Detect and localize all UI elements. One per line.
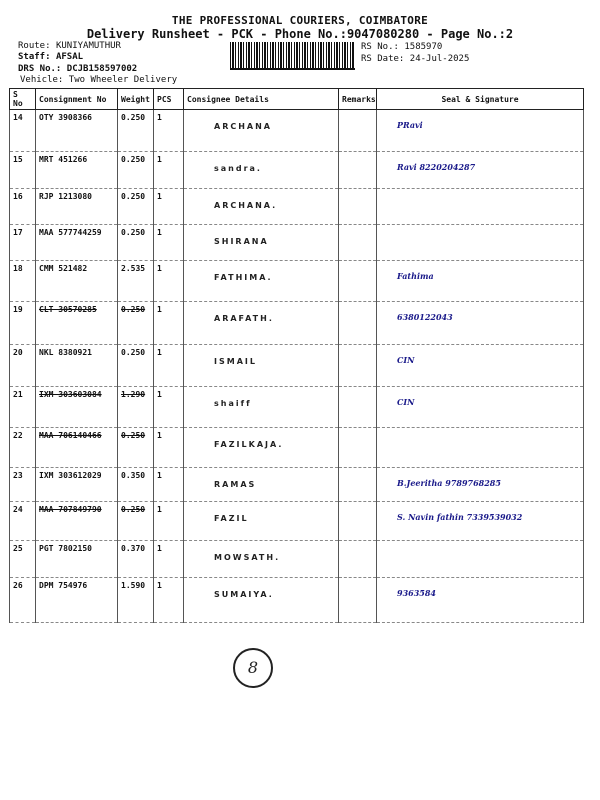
vehicle-label: Vehicle: <box>20 75 64 85</box>
consignment-cell: MAA 577744259 <box>36 225 118 261</box>
route-label: Route: <box>18 41 51 51</box>
signature-cell: 6380122043 <box>377 302 584 345</box>
sno-cell: 19 <box>10 302 36 345</box>
sno-cell: 16 <box>10 189 36 225</box>
col-remarks: Remarks <box>339 89 377 110</box>
barcode <box>230 42 355 68</box>
remarks-cell <box>339 345 377 387</box>
table-row <box>10 387 584 428</box>
sno-cell: 15 <box>10 152 36 189</box>
consignment-cell: DPM 754976 <box>36 578 118 623</box>
pcs-cell: 1 <box>154 110 184 152</box>
weight-cell: 0.250 <box>118 189 154 225</box>
pcs-cell: 1 <box>154 302 184 345</box>
remarks-cell <box>339 541 377 578</box>
vehicle-value: Two Wheeler Delivery <box>68 75 178 85</box>
remarks-cell <box>339 110 377 152</box>
rs-no-line <box>361 42 442 52</box>
table-row <box>10 110 584 152</box>
remarks-cell <box>339 578 377 623</box>
pcs-cell: 1 <box>154 225 184 261</box>
remarks-cell <box>339 189 377 225</box>
col-sno: S No <box>10 89 36 110</box>
consignment-cell: MAA 707849790 <box>36 502 118 541</box>
weight-cell: 0.250 <box>118 502 154 541</box>
staff-label: Staff: <box>18 52 51 62</box>
table-row <box>10 541 584 578</box>
pcs-cell: 1 <box>154 468 184 502</box>
drs-line <box>18 64 137 74</box>
drs-value: DCJB158597002 <box>66 64 138 74</box>
remarks-cell <box>339 468 377 502</box>
table-row <box>10 225 584 261</box>
signature-cell: Ravi 8220204287 <box>377 152 584 189</box>
sno-cell: 26 <box>10 578 36 623</box>
consignee-cell: ARCHANA. <box>184 189 339 225</box>
weight-cell: 0.370 <box>118 541 154 578</box>
signature-cell: CIN <box>377 387 584 428</box>
signature-cell <box>377 428 584 468</box>
table-row <box>10 302 584 345</box>
table-row <box>10 189 584 225</box>
col-signature: Seal & Signature <box>377 89 584 110</box>
rs-date-label: RS Date: <box>361 54 405 64</box>
consignee-cell: ARCHANA <box>184 110 339 152</box>
runsheet-table <box>9 88 584 623</box>
barcode-base <box>230 68 355 70</box>
remarks-cell <box>339 152 377 189</box>
signature-cell: S. Navin fathin 7339539032 <box>377 502 584 541</box>
sno-cell: 18 <box>10 261 36 302</box>
weight-cell: 0.250 <box>118 428 154 468</box>
consignee-cell: SUMAIYA. <box>184 578 339 623</box>
table-row <box>10 578 584 623</box>
table-row <box>10 428 584 468</box>
consignee-cell: FATHIMA. <box>184 261 339 302</box>
table-row <box>10 468 584 502</box>
consignee-cell: ARAFATH. <box>184 302 339 345</box>
consignee-cell: shaiff <box>184 387 339 428</box>
consignment-cell: CLT 30570285 <box>36 302 118 345</box>
consignment-cell: PGT 7802150 <box>36 541 118 578</box>
remarks-cell <box>339 387 377 428</box>
consignment-cell: OTY 3908366 <box>36 110 118 152</box>
sno-cell: 20 <box>10 345 36 387</box>
route-line <box>18 41 121 51</box>
pcs-cell: 1 <box>154 541 184 578</box>
pcs-cell: 1 <box>154 578 184 623</box>
weight-cell: 0.350 <box>118 468 154 502</box>
weight-cell: 0.250 <box>118 110 154 152</box>
table-row <box>10 261 584 302</box>
sno-cell: 14 <box>10 110 36 152</box>
pcs-cell: 1 <box>154 152 184 189</box>
sno-cell: 25 <box>10 541 36 578</box>
consignee-cell: FAZIL <box>184 502 339 541</box>
consignment-cell: RJP 1213080 <box>36 189 118 225</box>
remarks-cell <box>339 302 377 345</box>
weight-cell: 0.250 <box>118 345 154 387</box>
consignee-cell: MOWSATH. <box>184 541 339 578</box>
pcs-cell: 1 <box>154 261 184 302</box>
route-value: KUNIYAMUTHUR <box>55 41 121 51</box>
weight-cell: 1.590 <box>118 578 154 623</box>
signature-cell <box>377 541 584 578</box>
consignment-cell: CMM 521482 <box>36 261 118 302</box>
consignment-cell: MAA 706140466 <box>36 428 118 468</box>
col-consignee: Consignee Details <box>184 89 339 110</box>
vehicle-line <box>20 75 177 85</box>
company-name: THE PROFESSIONAL COURIERS, COIMBATORE <box>171 14 429 27</box>
sno-cell: 22 <box>10 428 36 468</box>
staff-value: AFSAL <box>55 52 84 62</box>
weight-cell: 0.250 <box>118 152 154 189</box>
signature-cell: 9363584 <box>377 578 584 623</box>
table-row <box>10 345 584 387</box>
pcs-cell: 1 <box>154 345 184 387</box>
sno-cell: 17 <box>10 225 36 261</box>
sno-cell: 24 <box>10 502 36 541</box>
sno-cell: 23 <box>10 468 36 502</box>
consignee-cell: RAMAS <box>184 468 339 502</box>
table-row <box>10 502 584 541</box>
remarks-cell <box>339 261 377 302</box>
weight-cell: 0.250 <box>118 302 154 345</box>
runsheet-title: Delivery Runsheet - PCK - Phone No.:9047080280 - Page No.:2 <box>86 27 514 41</box>
weight-cell: 0.250 <box>118 225 154 261</box>
signature-cell: B.Jeeritha 9789768285 <box>377 468 584 502</box>
col-pcs: PCS <box>154 89 184 110</box>
col-weight: Weight <box>118 89 154 110</box>
drs-label: DRS No.: <box>18 64 62 74</box>
remarks-cell <box>339 225 377 261</box>
pcs-cell: 1 <box>154 428 184 468</box>
table-header-row <box>10 89 584 110</box>
signature-cell: PRavi <box>377 110 584 152</box>
rs-date-value: 24-Jul-2025 <box>409 54 470 64</box>
table-row <box>10 152 584 189</box>
remarks-cell <box>339 502 377 541</box>
consignee-cell: FAZILKAJA. <box>184 428 339 468</box>
remarks-cell <box>339 428 377 468</box>
staff-line <box>18 52 83 62</box>
consignee-cell: SHIRANA <box>184 225 339 261</box>
weight-cell: 1.290 <box>118 387 154 428</box>
col-consignment: Consignment No <box>36 89 118 110</box>
consignment-cell: NKL 8380921 <box>36 345 118 387</box>
pcs-cell: 1 <box>154 502 184 541</box>
weight-cell: 2.535 <box>118 261 154 302</box>
signature-cell: Fathima <box>377 261 584 302</box>
rs-no-label: RS No.: <box>361 42 399 52</box>
rs-no-value: 1585970 <box>404 42 443 52</box>
consignment-cell: IXM 303603084 <box>36 387 118 428</box>
pcs-cell: 1 <box>154 387 184 428</box>
consignment-cell: IXM 303612029 <box>36 468 118 502</box>
consignee-cell: ISMAIL <box>184 345 339 387</box>
rs-date-line <box>361 54 469 64</box>
sno-cell: 21 <box>10 387 36 428</box>
consignment-cell: MRT 451266 <box>36 152 118 189</box>
signature-cell <box>377 189 584 225</box>
signature-cell: CIN <box>377 345 584 387</box>
pcs-cell: 1 <box>154 189 184 225</box>
delivery-stamp: 8 <box>233 648 273 688</box>
consignee-cell: sandra. <box>184 152 339 189</box>
signature-cell <box>377 225 584 261</box>
